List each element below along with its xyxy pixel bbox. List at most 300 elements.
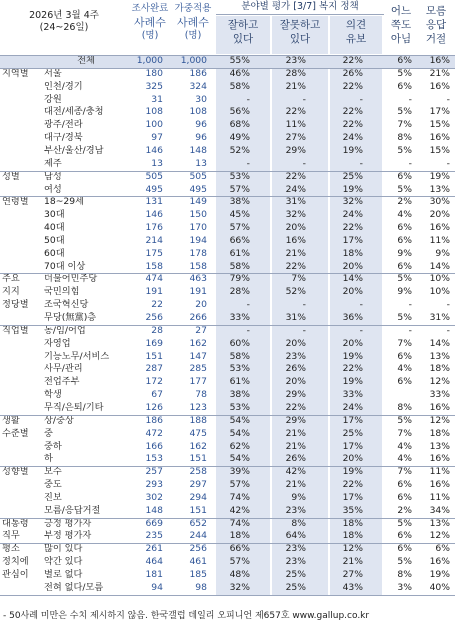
- row-label: 중: [44, 427, 53, 439]
- reserve-cell: 20%: [342, 337, 363, 349]
- dk-cell: 15%: [429, 119, 450, 131]
- group-divider: [0, 518, 455, 519]
- bad-cell: 31%: [285, 312, 306, 323]
- reserve-cell: 12%: [342, 543, 363, 555]
- dk-cell: 13%: [429, 440, 450, 452]
- weighted-n-cell: 151: [189, 453, 207, 465]
- good-cell: 79%: [229, 273, 250, 285]
- neither-cell: -: [408, 93, 412, 105]
- neither-cell: 7%: [397, 119, 412, 131]
- bad-cell: 32%: [285, 209, 306, 221]
- completed-n-cell: 31: [151, 93, 163, 105]
- table-row: [0, 582, 455, 595]
- completed-n-cell: 28: [151, 324, 163, 336]
- dk-cell: 16%: [429, 55, 450, 66]
- bad-cell: 21%: [285, 247, 306, 259]
- bad-cell: 7%: [291, 273, 306, 285]
- table-row: [0, 222, 455, 235]
- neither-cell: 8%: [397, 569, 412, 580]
- good-cell: 53%: [229, 401, 250, 413]
- good-cell: 38%: [229, 389, 250, 401]
- reserve-cell: -: [359, 93, 363, 105]
- reserve-cell: 43%: [342, 581, 363, 593]
- reserve-cell: 19%: [342, 144, 363, 156]
- reserve-cell: -: [359, 324, 363, 336]
- row-label: 약간 있다: [44, 556, 83, 568]
- weighted-n-cell: 505: [189, 170, 207, 182]
- reserve-cell: -: [359, 299, 363, 311]
- weighted-n-cell: 258: [189, 466, 207, 478]
- dk-cell: -: [446, 299, 450, 311]
- reserve-cell: 22%: [342, 80, 363, 92]
- row-label: 자영업: [44, 337, 71, 349]
- dk-cell: 13%: [429, 183, 450, 195]
- bad-cell: 21%: [285, 80, 306, 92]
- table-row: [0, 543, 455, 556]
- weighted-n-cell: 30: [195, 93, 207, 105]
- good-cell: 61%: [229, 247, 250, 259]
- reserve-cell: 22%: [342, 106, 363, 118]
- reserve-cell: -: [359, 157, 363, 169]
- neither-cell: 5%: [397, 414, 412, 426]
- completed-n-cell: 325: [145, 80, 163, 92]
- period-header: [0, 0, 128, 54]
- completed-n-cell: 153: [145, 453, 163, 465]
- row-label: 별로 없다: [44, 569, 83, 580]
- row-label: 남성: [44, 170, 62, 182]
- col-good-header: [216, 16, 270, 54]
- table-row: [0, 402, 455, 415]
- col-neither-label-2: 쪽도: [390, 19, 412, 31]
- group-divider: [0, 196, 455, 197]
- row-label: 서울: [44, 67, 62, 79]
- completed-n-cell: 181: [145, 569, 163, 580]
- neither-cell: 9%: [397, 247, 412, 259]
- weighted-n-cell: 158: [189, 260, 207, 272]
- row-label: 여성: [44, 183, 62, 195]
- table-row: [0, 415, 455, 428]
- neither-cell: 6%: [397, 479, 412, 491]
- good-cell: 54%: [229, 414, 250, 426]
- row-label: 많이 있다: [44, 543, 83, 555]
- dk-cell: 16%: [429, 453, 450, 465]
- good-cell: 68%: [229, 119, 250, 131]
- dk-cell: 10%: [429, 286, 450, 298]
- bad-cell: 27%: [285, 132, 306, 144]
- row-label: 진보: [44, 491, 62, 503]
- row-label: 인천/경기: [44, 80, 83, 92]
- table-row: [0, 351, 455, 364]
- table-row: [0, 119, 455, 132]
- row-label: 무직/은퇴/기타: [44, 401, 104, 413]
- reserve-cell: 19%: [342, 350, 363, 362]
- good-cell: 33%: [229, 312, 250, 323]
- row-label: 전업주부: [44, 376, 80, 388]
- reserve-cell: 22%: [342, 55, 363, 66]
- neither-cell: 4%: [397, 453, 412, 465]
- dk-cell: 11%: [429, 491, 450, 503]
- reserve-cell: 18%: [342, 530, 363, 542]
- table-row: [0, 299, 455, 312]
- neither-cell: 6%: [397, 55, 412, 66]
- bad-cell: 28%: [285, 67, 306, 79]
- weighted-n-cell: 244: [189, 530, 207, 542]
- weighted-n-cell: 475: [189, 427, 207, 439]
- table-row: [0, 453, 455, 466]
- row-label: 전혀 없다/모름: [44, 581, 104, 593]
- group-divider: [0, 466, 455, 467]
- reserve-cell: 20%: [342, 286, 363, 298]
- group-label: 관심이: [2, 569, 29, 580]
- weighted-n-cell: 170: [189, 222, 207, 234]
- group-label: 직업별: [2, 324, 29, 336]
- col-good-label-2: 있다: [232, 33, 254, 45]
- reserve-cell: 27%: [342, 569, 363, 580]
- good-cell: 28%: [229, 286, 250, 298]
- period-label: 2026년 3월 4주: [29, 10, 99, 21]
- neither-cell: 5%: [397, 556, 412, 568]
- good-cell: 58%: [229, 260, 250, 272]
- group-divider: [0, 171, 455, 172]
- weighted-n-cell: 78: [195, 389, 207, 401]
- good-cell: 56%: [229, 106, 250, 118]
- good-cell: -: [246, 324, 250, 336]
- col-neither-header: [386, 0, 416, 54]
- group-label: 지역별: [2, 67, 29, 79]
- group-divider: [0, 325, 455, 326]
- group-label: 직무: [2, 530, 20, 542]
- period-sub-label: (24~26일): [39, 22, 89, 33]
- weighted-n-cell: 162: [189, 440, 207, 452]
- group-label: 연령별: [2, 196, 29, 208]
- weighted-n-cell: 98: [195, 581, 207, 593]
- group-divider: [0, 543, 455, 544]
- good-cell: 61%: [229, 376, 250, 388]
- dk-cell: 18%: [429, 427, 450, 439]
- table-row: [0, 492, 455, 505]
- neither-cell: 6%: [397, 376, 412, 388]
- completed-n-header: [130, 0, 170, 54]
- row-label: 부산/울산/경남: [44, 144, 104, 156]
- reserve-cell: 17%: [342, 414, 363, 426]
- bad-cell: 29%: [285, 414, 306, 426]
- completed-n-cell: 131: [145, 196, 163, 208]
- table-header: [0, 0, 455, 54]
- completed-n-cell: 256: [145, 312, 163, 323]
- neither-cell: 6%: [397, 530, 412, 542]
- dk-cell: 40%: [429, 581, 450, 593]
- dk-cell: 21%: [429, 67, 450, 79]
- table-row: [0, 94, 455, 107]
- weighted-n-cell: 108: [189, 106, 207, 118]
- table-row: [0, 145, 455, 158]
- completed-n-cell: 166: [145, 440, 163, 452]
- group-divider: [0, 68, 455, 69]
- good-cell: 32%: [229, 581, 250, 593]
- bad-cell: 23%: [285, 350, 306, 362]
- table-row: [0, 363, 455, 376]
- group-label: 주요: [2, 273, 20, 285]
- dk-cell: 16%: [429, 222, 450, 234]
- reserve-cell: 24%: [342, 132, 363, 144]
- bad-cell: 23%: [285, 504, 306, 516]
- weighted-n-cell: 495: [189, 183, 207, 195]
- weighted-n-cell: 27: [195, 324, 207, 336]
- completed-n-label-3: (명): [141, 30, 159, 41]
- row-label: 부정 평가자: [44, 530, 92, 542]
- neither-cell: 5%: [397, 144, 412, 156]
- completed-n-cell: 180: [145, 67, 163, 79]
- completed-n-cell: 669: [145, 517, 163, 529]
- bad-cell: 25%: [285, 569, 306, 580]
- neither-cell: 4%: [397, 440, 412, 452]
- dk-cell: 12%: [429, 414, 450, 426]
- reserve-cell: 21%: [342, 556, 363, 568]
- table-row: [0, 376, 455, 389]
- good-cell: 62%: [229, 440, 250, 452]
- row-label: 대전/세종/충청: [44, 106, 104, 118]
- neither-cell: 3%: [397, 581, 412, 593]
- completed-n-cell: 261: [145, 543, 163, 555]
- completed-n-cell: 97: [151, 132, 163, 144]
- weighted-n-cell: 177: [189, 376, 207, 388]
- dk-cell: 16%: [429, 556, 450, 568]
- table-row: [0, 196, 455, 209]
- row-label: 광주/전라: [44, 119, 83, 131]
- weighted-n-cell: 162: [189, 337, 207, 349]
- bad-cell: -: [302, 324, 306, 336]
- good-cell: 57%: [229, 222, 250, 234]
- bad-cell: 22%: [285, 401, 306, 413]
- weighted-n-cell: 148: [189, 144, 207, 156]
- row-label: 긍정 평가자: [44, 517, 92, 529]
- good-cell: 54%: [229, 453, 250, 465]
- reserve-cell: 32%: [342, 196, 363, 208]
- row-label: 보수: [44, 466, 62, 478]
- table-row: [0, 389, 455, 402]
- weighted-n-cell: 294: [189, 491, 207, 503]
- dk-cell: 14%: [429, 337, 450, 349]
- dk-cell: 19%: [429, 170, 450, 182]
- dk-cell: 6%: [435, 543, 450, 555]
- bad-cell: 22%: [285, 106, 306, 118]
- good-cell: 18%: [229, 530, 250, 542]
- reserve-cell: 22%: [342, 479, 363, 491]
- completed-n-cell: 495: [145, 183, 163, 195]
- group-label: 정치에: [2, 556, 29, 568]
- good-cell: 49%: [229, 132, 250, 144]
- weighted-n-cell: 461: [189, 556, 207, 568]
- weighted-n-header: [172, 0, 214, 54]
- row-label: 전체: [77, 55, 95, 66]
- good-cell: 53%: [229, 363, 250, 375]
- table-row: [0, 261, 455, 274]
- good-cell: 60%: [229, 337, 250, 349]
- table-row: [0, 428, 455, 441]
- completed-n-cell: 158: [145, 260, 163, 272]
- bad-cell: -: [302, 93, 306, 105]
- neither-cell: 5%: [397, 183, 412, 195]
- row-label: 더불어민주당: [44, 273, 98, 285]
- bad-cell: 22%: [285, 260, 306, 272]
- row-label: 40대: [44, 222, 65, 234]
- reserve-cell: 17%: [342, 234, 363, 246]
- col-good-label-1: 잘하고: [227, 19, 259, 31]
- weighted-n-cell: 188: [189, 414, 207, 426]
- completed-n-cell: 235: [145, 530, 163, 542]
- reserve-cell: 22%: [342, 363, 363, 375]
- table-row: [0, 441, 455, 454]
- neither-cell: 5%: [397, 273, 412, 285]
- good-cell: 58%: [229, 80, 250, 92]
- row-label: 모름/응답거절: [44, 504, 101, 516]
- dk-cell: 10%: [429, 273, 450, 285]
- bad-cell: 29%: [285, 389, 306, 401]
- dk-cell: 17%: [429, 106, 450, 118]
- bad-cell: 21%: [285, 427, 306, 439]
- completed-n-cell: 146: [145, 144, 163, 156]
- completed-n-label-2: 사례수: [134, 16, 166, 29]
- group-divider: [0, 415, 455, 416]
- good-cell: 53%: [229, 170, 250, 182]
- good-cell: -: [246, 93, 250, 105]
- neither-cell: 5%: [397, 67, 412, 79]
- table-row: [0, 518, 455, 531]
- neither-cell: 2%: [397, 504, 412, 516]
- completed-n-cell: 176: [145, 222, 163, 234]
- weighted-n-cell: 194: [189, 234, 207, 246]
- reserve-cell: 19%: [342, 183, 363, 195]
- table-row: [0, 209, 455, 222]
- weighted-n-cell: 324: [189, 80, 207, 92]
- completed-n-cell: 100: [145, 119, 163, 131]
- good-cell: 66%: [229, 234, 250, 246]
- completed-n-cell: 148: [145, 504, 163, 516]
- dk-cell: 16%: [429, 132, 450, 144]
- neither-cell: 6%: [397, 260, 412, 272]
- row-label: 18~29세: [44, 196, 84, 208]
- reserve-cell: 17%: [342, 491, 363, 503]
- bad-cell: 23%: [285, 556, 306, 568]
- table-row: [0, 286, 455, 299]
- bad-cell: -: [302, 157, 306, 169]
- good-cell: 39%: [229, 466, 250, 478]
- neither-cell: 6%: [397, 80, 412, 92]
- bad-cell: -: [302, 299, 306, 311]
- weighted-n-label-2: 사례수: [177, 16, 209, 29]
- good-cell: -: [246, 157, 250, 169]
- row-label: 중하: [44, 440, 62, 452]
- neither-cell: -: [408, 324, 412, 336]
- neither-cell: 9%: [397, 286, 412, 298]
- reserve-cell: 36%: [342, 312, 363, 323]
- weighted-n-cell: 96: [195, 132, 207, 144]
- group-label: 성별: [2, 170, 20, 182]
- completed-n-cell: 257: [145, 466, 163, 478]
- dk-cell: 12%: [429, 530, 450, 542]
- neither-cell: -: [408, 157, 412, 169]
- bad-cell: 16%: [285, 234, 306, 246]
- weighted-n-cell: 1,000: [180, 55, 207, 66]
- reserve-cell: 18%: [342, 517, 363, 529]
- completed-n-cell: 186: [145, 414, 163, 426]
- table-row: [0, 312, 455, 325]
- weighted-n-cell: 96: [195, 119, 207, 131]
- table-bottom-rule: [0, 595, 455, 596]
- weighted-n-cell: 191: [189, 286, 207, 298]
- eval-title: 분야별 평가 [3/7] 복지 정책: [241, 1, 359, 12]
- row-label: 상/중상: [44, 414, 74, 426]
- completed-n-cell: 22: [151, 299, 163, 311]
- table-row: [0, 338, 455, 351]
- footer-note: - 50사례 미만은 수치 제시하지 않음. 한국갤럽 데일리 오피니언 제657호 www.gallup.co.kr: [3, 611, 370, 621]
- row-label: 30대: [44, 209, 65, 221]
- group-label: 대통령: [2, 517, 29, 529]
- neither-cell: 4%: [397, 363, 412, 375]
- completed-n-cell: 94: [151, 581, 163, 593]
- completed-n-cell: 505: [145, 170, 163, 182]
- dk-cell: 16%: [429, 80, 450, 92]
- good-cell: 66%: [229, 543, 250, 555]
- table-row: [0, 158, 455, 171]
- completed-n-cell: 175: [145, 247, 163, 259]
- bad-cell: 21%: [285, 440, 306, 452]
- dk-cell: 13%: [429, 517, 450, 529]
- completed-n-cell: 1,000: [136, 55, 163, 66]
- bad-cell: 11%: [285, 119, 306, 131]
- dk-cell: 30%: [429, 196, 450, 208]
- bad-cell: 25%: [285, 581, 306, 593]
- col-bad-header: [272, 16, 328, 54]
- bad-cell: 52%: [285, 286, 306, 298]
- weighted-n-cell: 13: [195, 157, 207, 169]
- good-cell: 38%: [229, 196, 250, 208]
- completed-n-cell: 146: [145, 209, 163, 221]
- good-cell: 74%: [229, 491, 250, 503]
- dk-cell: 33%: [429, 389, 450, 401]
- neither-cell: 2%: [397, 196, 412, 208]
- completed-n-cell: 472: [145, 427, 163, 439]
- table-row: [0, 106, 455, 119]
- bad-cell: 20%: [285, 337, 306, 349]
- dk-cell: 11%: [429, 234, 450, 246]
- table-row: [0, 505, 455, 518]
- neither-cell: 6%: [397, 491, 412, 503]
- weighted-n-cell: 463: [189, 273, 207, 285]
- table-row: [0, 479, 455, 492]
- dk-cell: 34%: [429, 504, 450, 516]
- neither-cell: 6%: [397, 234, 412, 246]
- weighted-n-cell: 147: [189, 350, 207, 362]
- neither-cell: 6%: [397, 543, 412, 555]
- col-reserve-label-2: 유보: [345, 33, 367, 45]
- group-label: 지지: [2, 286, 20, 298]
- completed-n-cell: 108: [145, 106, 163, 118]
- good-cell: 55%: [229, 55, 250, 66]
- bad-cell: 23%: [285, 55, 306, 66]
- neither-cell: 8%: [397, 132, 412, 144]
- dk-cell: 18%: [429, 363, 450, 375]
- neither-cell: 5%: [397, 312, 412, 323]
- row-label: 하: [44, 453, 53, 465]
- table-row: [0, 81, 455, 94]
- row-label: 농/임/어업: [44, 324, 86, 336]
- dk-cell: 14%: [429, 260, 450, 272]
- neither-cell: 6%: [397, 170, 412, 182]
- table-row: [0, 569, 455, 582]
- neither-cell: 4%: [397, 209, 412, 221]
- good-cell: 54%: [229, 427, 250, 439]
